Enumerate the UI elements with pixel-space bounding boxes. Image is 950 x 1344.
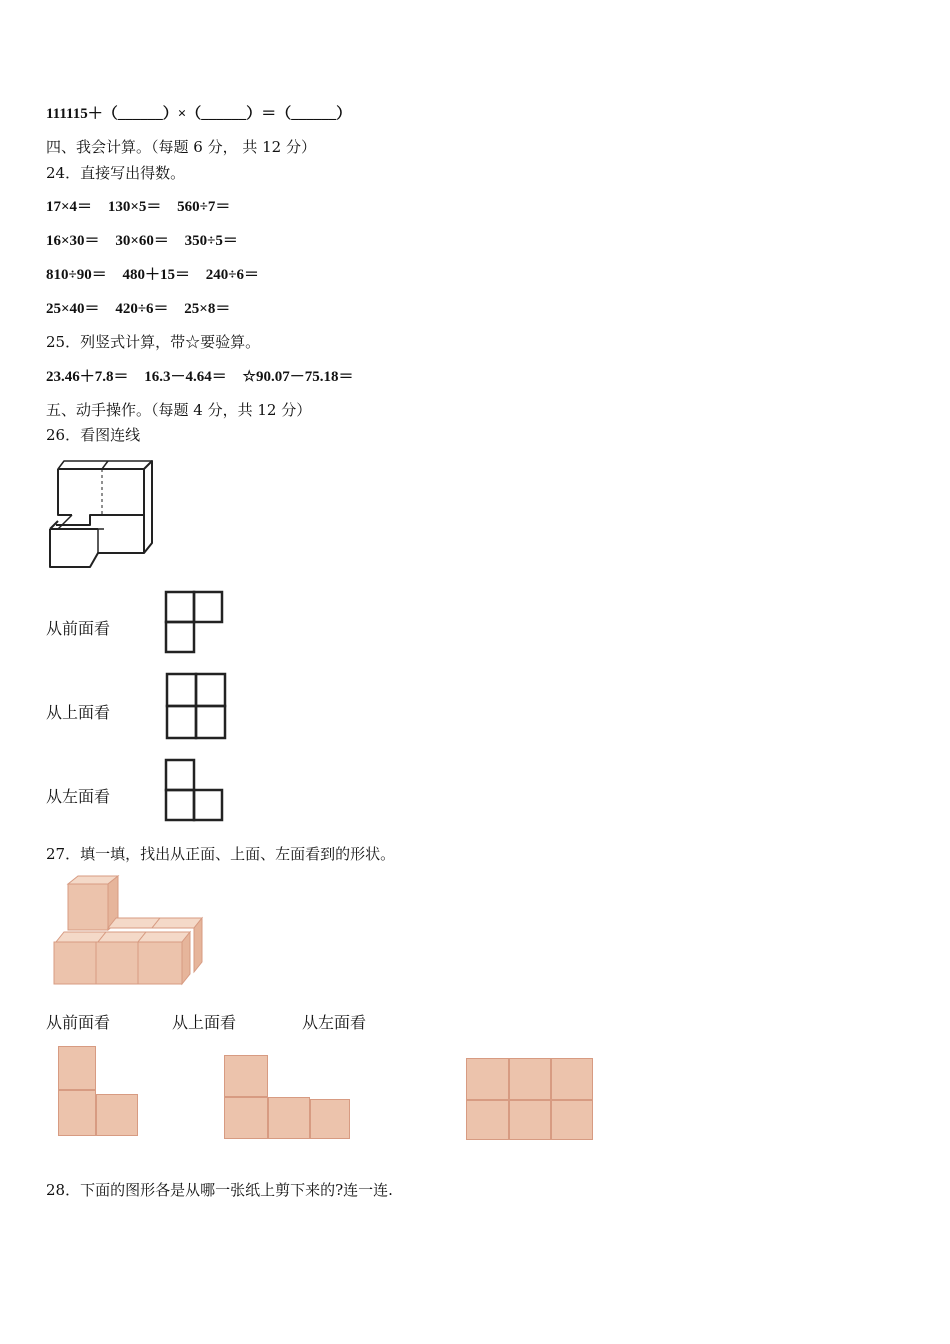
q27-label-front: 从前面看 xyxy=(46,1013,111,1032)
q26-cube-drawing xyxy=(44,455,159,575)
calc-item: 350÷5＝ xyxy=(184,233,238,249)
question-26: 26．看图连线 xyxy=(46,426,141,444)
calc-item: 240÷6＝ xyxy=(205,267,259,283)
square-block xyxy=(466,1100,509,1140)
square-block xyxy=(268,1097,310,1139)
section-5-heading: 五、动手操作。（每题 4 分，共 12 分） xyxy=(46,401,312,419)
q27-block-drawing xyxy=(48,874,208,990)
calc-item: 17×4＝ xyxy=(46,199,93,215)
q27-label-top: 从上面看 xyxy=(172,1013,237,1032)
equation-line: 111115＋（______）×（______）＝（______） xyxy=(46,106,352,122)
q25-item: 16.3－4.64＝ xyxy=(144,369,227,385)
q25-item: 23.46＋7.8＝ xyxy=(46,369,129,385)
square-block xyxy=(551,1100,593,1140)
q26-view-shape-b[interactable] xyxy=(160,670,232,742)
square-block xyxy=(509,1058,551,1100)
calc-item: 25×40＝ xyxy=(46,301,100,317)
question-27: 27．填一填，找出从正面、上面、左面看到的形状。 xyxy=(46,845,396,863)
q25-items xyxy=(46,365,353,386)
square-block xyxy=(466,1058,509,1100)
q27-label-left: 从左面看 xyxy=(302,1013,367,1032)
calc-item: 810÷90＝ xyxy=(46,267,107,283)
q26-view-shape-a[interactable] xyxy=(160,588,230,658)
square-block xyxy=(551,1058,593,1100)
calc-item: 560÷7＝ xyxy=(177,199,231,215)
calc-item: 420÷6＝ xyxy=(115,301,169,317)
calc-row-3 xyxy=(46,263,259,284)
square-block xyxy=(224,1055,268,1097)
calc-row-4 xyxy=(46,297,230,318)
square-block xyxy=(509,1100,551,1140)
calc-item: 16×30＝ xyxy=(46,233,100,249)
q26-view-shape-c[interactable] xyxy=(160,756,230,826)
q26-label-front: 从前面看 xyxy=(46,619,111,638)
q26-label-left: 从左面看 xyxy=(46,787,111,806)
calc-row-2 xyxy=(46,229,238,250)
square-block xyxy=(58,1046,96,1090)
calc-item: 130×5＝ xyxy=(107,199,162,215)
q27-view-shape-2[interactable] xyxy=(222,1055,352,1141)
q27-view-shape-1[interactable] xyxy=(56,1046,142,1138)
calc-row-1 xyxy=(46,195,230,216)
calc-item: 25×8＝ xyxy=(184,301,231,317)
square-block xyxy=(96,1094,138,1136)
section-4-heading: 四、我会计算。（每题 6 分， 共 12 分） xyxy=(46,138,316,156)
square-block xyxy=(224,1097,268,1139)
calc-item: 30×60＝ xyxy=(115,233,169,249)
question-25: 25．列竖式计算，带☆要验算。 xyxy=(46,333,261,351)
question-28: 28．下面的图形各是从哪一张纸上剪下来的?连一连. xyxy=(46,1181,393,1199)
square-block xyxy=(310,1099,350,1139)
calc-item: 480＋15＝ xyxy=(122,267,190,283)
square-block xyxy=(58,1090,96,1136)
q25-item: ☆90.07－75.18＝ xyxy=(242,369,354,385)
question-24: 24．直接写出得数。 xyxy=(46,164,186,182)
q26-label-top: 从上面看 xyxy=(46,703,111,722)
q27-view-shape-3[interactable] xyxy=(466,1058,594,1142)
